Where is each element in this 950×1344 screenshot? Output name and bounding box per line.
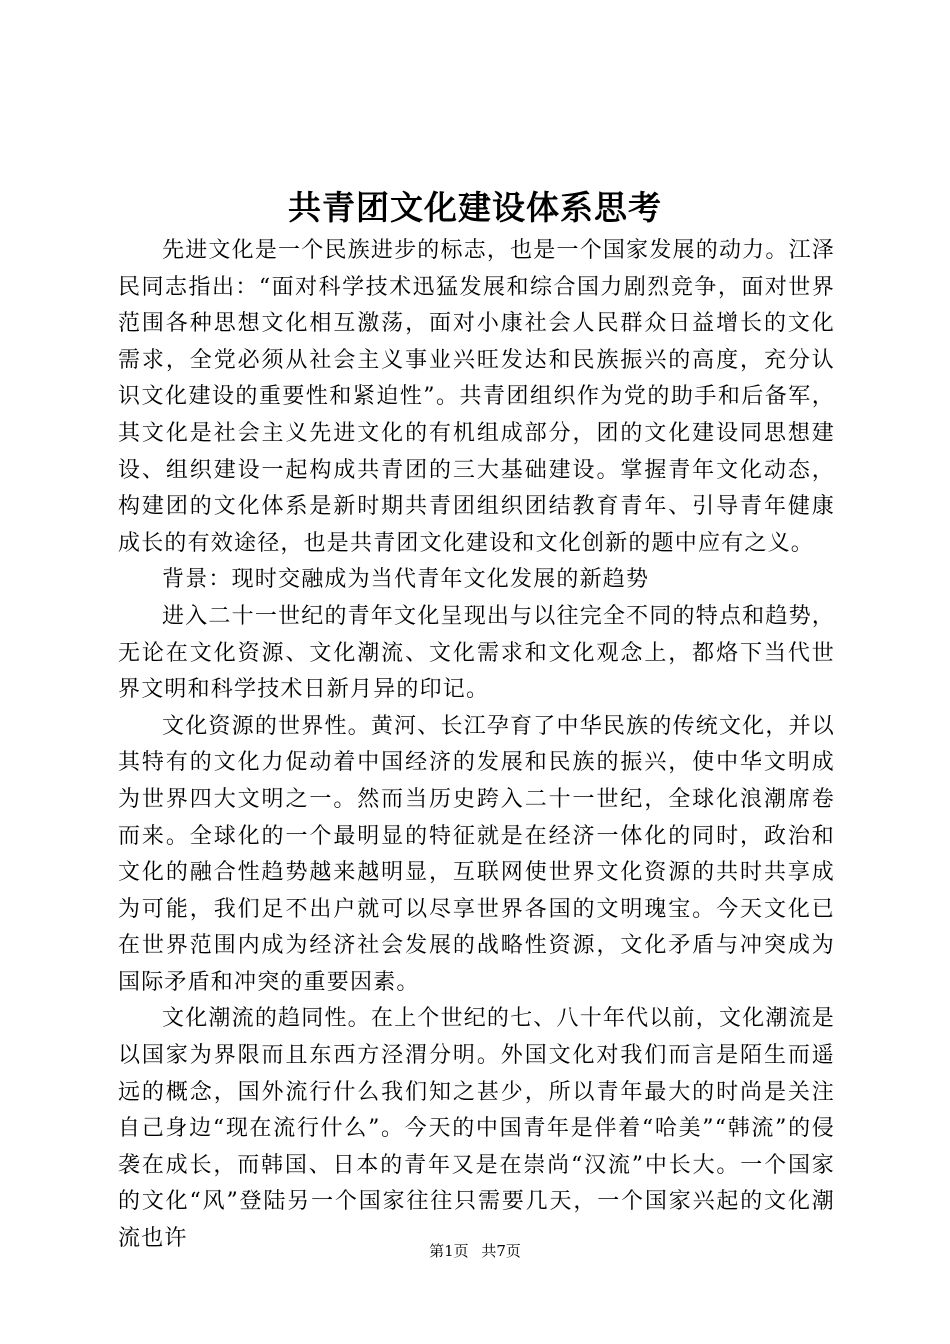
paragraph-intro: 先进文化是一个民族进步的标志，也是一个国家发展的动力。江泽民同志指出：“面对科学技术迅猛发展和综合国力剧烈竞争，面对世界范围各种思想文化相互激荡，面对小康社会人民群众日益增长的文化需求，全党必须从社会主义事业兴旺发达和民族振兴的高度，充分认识文化建设的重要性和紧迫性”。共青团组织作为党的助手和后备军，其文化是社会主义先进文化的有机组成部分，团的文化建设同思想建设、组织建设一起构成共青团的三大基础建设。掌握青年文化动态，构建团的文化体系是新时期共青团组织团结教育青年、引导青年健康成长的有效途径，也是共青团文化建设和文化创新的题中应有之义。 (118, 238, 835, 556)
page-total: 共7页 (481, 1242, 521, 1260)
page-footer (0, 1241, 950, 1261)
page-number: 第1页 (429, 1242, 469, 1260)
paragraph-background-heading: 背景：现时交融成为当代青年文化发展的新趋势 (162, 567, 650, 593)
paragraph-cultural-resources: 文化资源的世界性。黄河、长江孕育了中华民族的传统文化，并以其特有的文化力促动着中国经济的发展和民族的振兴，使中华文明成为世界四大文明之一。然而当历史跨入二十一世纪，全球化浪潮席卷而来。全球化的一个最明显的特征就是在经济一体化的同时，政治和文化的融合性趋势越来越明显，互联网使世界文化资源的共时共享成为可能，我们足不出户就可以尽享世界各国的文明瑰宝。今天文化已在世界范围内成为经济社会发展的战略性资源，文化矛盾与冲突成为国际矛盾和冲突的重要因素。 (118, 713, 835, 995)
document-body (118, 233, 835, 1258)
paragraph-cultural-trends: 文化潮流的趋同性。在上个世纪的七、八十年代以前，文化潮流是以国家为界限而且东西方泾渭分明。外国文化对我们而言是陌生而遥远的概念，国外流行什么我们知之甚少，所以青年最大的时尚是关注自己身边“现在流行什么”。今天的中国青年是伴着“哈美”“韩流”的侵袭在成长，而韩国、日本的青年又是在崇尚“汉流”中长大。一个国家的文化“风”登陆另一个国家往往只需要几天，一个国家兴起的文化潮流也许 (118, 1006, 835, 1252)
paragraph-trends: 进入二十一世纪的青年文化呈现出与以往完全不同的特点和趋势，无论在文化资源、文化潮流、文化需求和文化观念上，都烙下当代世界文明和科学技术日新月异的印记。 (118, 603, 835, 703)
document-title: 共青团文化建设体系思考 (288, 188, 662, 227)
